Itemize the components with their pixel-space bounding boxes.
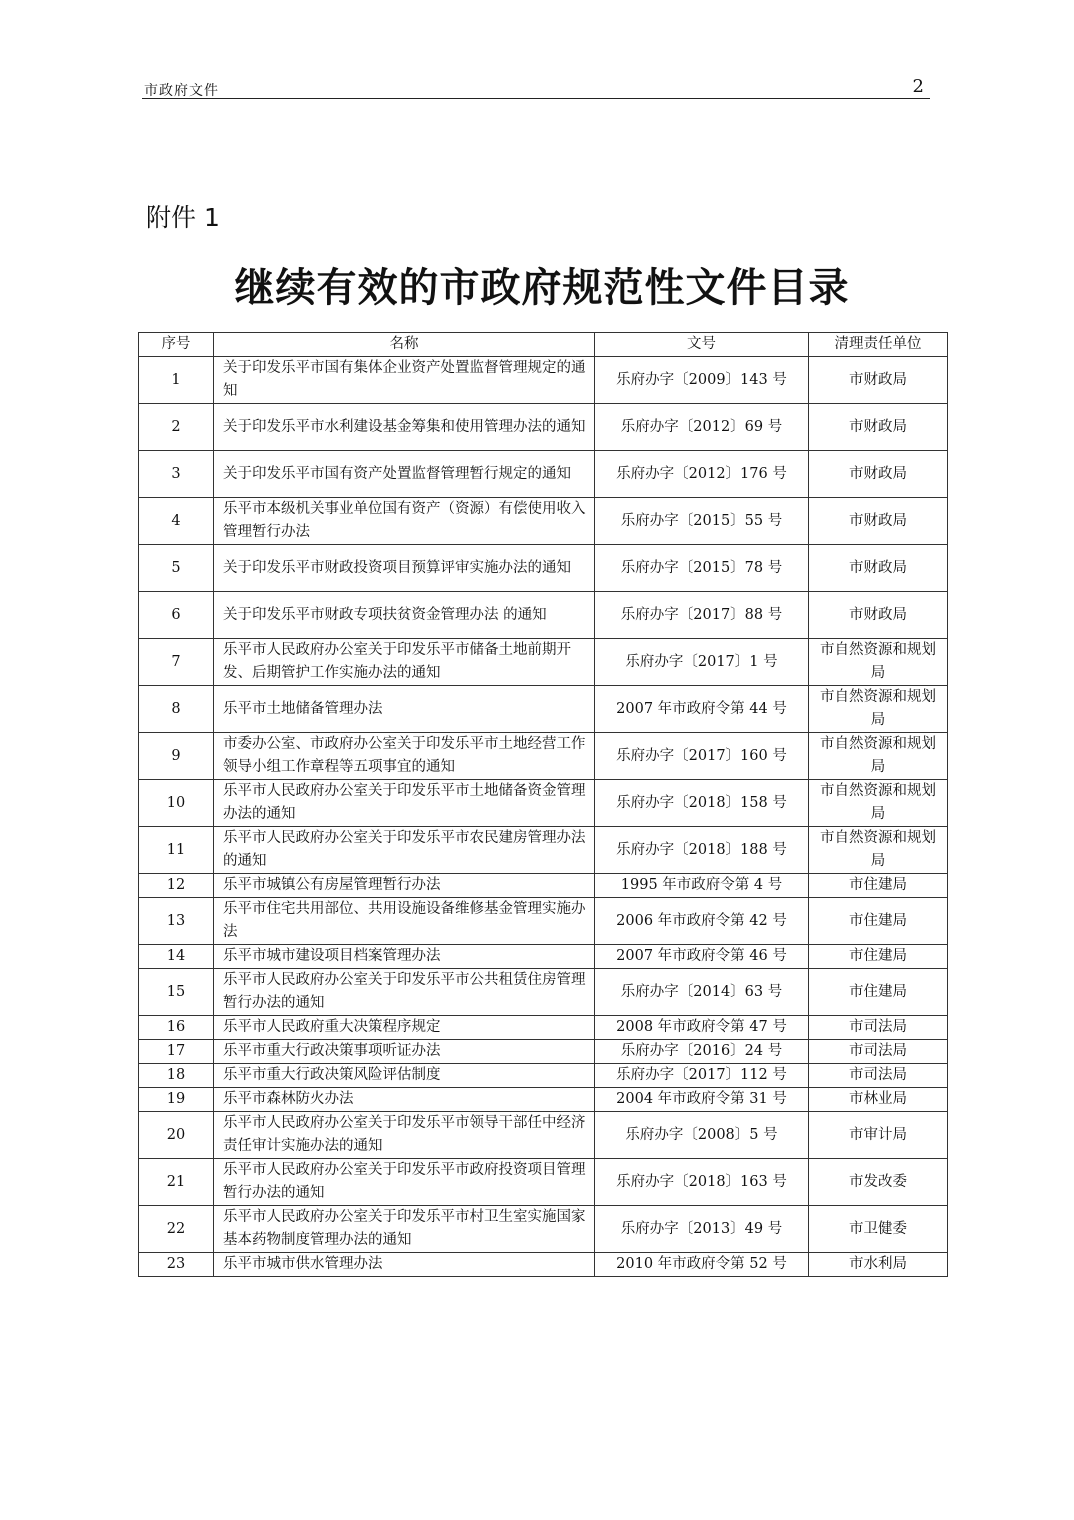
table-row [139, 1040, 948, 1064]
row-number: 12 [139, 874, 214, 898]
row-unit: 市财政局 [809, 498, 948, 545]
row-doc-number: 乐府办字〔2013〕49 号 [595, 1206, 809, 1253]
row-unit: 市财政局 [809, 357, 948, 404]
row-number: 19 [139, 1088, 214, 1112]
row-unit: 市水利局 [809, 1253, 948, 1277]
column-header-number: 序号 [139, 333, 214, 357]
row-name: 乐平市人民政府办公室关于印发乐平市公共租赁住房管理暂行办法的通知 [214, 969, 595, 1016]
page-header [142, 76, 930, 99]
row-name: 乐平市住宅共用部位、共用设施设备维修基金管理实施办法 [214, 898, 595, 945]
attachment-label: 附件 1 [146, 203, 220, 232]
row-unit: 市自然资源和规划局 [809, 780, 948, 827]
table-row [139, 1112, 948, 1159]
row-doc-number: 乐府办字〔2014〕63 号 [595, 969, 809, 1016]
row-doc-number: 乐府办字〔2017〕88 号 [595, 592, 809, 639]
row-name: 乐平市人民政府办公室关于印发乐平市政府投资项目管理暂行办法的通知 [214, 1159, 595, 1206]
table-row [139, 639, 948, 686]
row-number: 10 [139, 780, 214, 827]
table-row [139, 874, 948, 898]
table-row [139, 357, 948, 404]
row-number: 1 [139, 357, 214, 404]
row-name: 关于印发乐平市国有集体企业资产处置监督管理规定的通知 [214, 357, 595, 404]
row-unit: 市财政局 [809, 592, 948, 639]
table-row [139, 945, 948, 969]
row-number: 7 [139, 639, 214, 686]
row-unit: 市财政局 [809, 545, 948, 592]
table-row [139, 498, 948, 545]
row-name: 乐平市人民政府办公室关于印发乐平市土地储备资金管理办法的通知 [214, 780, 595, 827]
table-row [139, 545, 948, 592]
row-unit: 市卫健委 [809, 1206, 948, 1253]
column-header-unit: 清理责任单位 [809, 333, 948, 357]
row-doc-number: 乐府办字〔2012〕176 号 [595, 451, 809, 498]
row-doc-number: 乐府办字〔2018〕188 号 [595, 827, 809, 874]
row-number: 4 [139, 498, 214, 545]
row-unit: 市住建局 [809, 969, 948, 1016]
row-doc-number: 2006 年市政府令第 42 号 [595, 898, 809, 945]
row-name: 关于印发乐平市财政投资项目预算评审实施办法的通知 [214, 545, 595, 592]
document-table [138, 332, 948, 1277]
row-name: 乐平市重大行政决策风险评估制度 [214, 1064, 595, 1088]
row-name: 市委办公室、市政府办公室关于印发乐平市土地经营工作领导小组工作章程等五项事宜的通知 [214, 733, 595, 780]
table-row [139, 1159, 948, 1206]
row-doc-number: 乐府办字〔2009〕143 号 [595, 357, 809, 404]
row-number: 9 [139, 733, 214, 780]
row-number: 21 [139, 1159, 214, 1206]
row-unit: 市自然资源和规划局 [809, 686, 948, 733]
row-name: 乐平市城市建设项目档案管理办法 [214, 945, 595, 969]
row-number: 3 [139, 451, 214, 498]
row-number: 11 [139, 827, 214, 874]
row-doc-number: 乐府办字〔2018〕163 号 [595, 1159, 809, 1206]
row-number: 15 [139, 969, 214, 1016]
row-doc-number: 乐府办字〔2015〕78 号 [595, 545, 809, 592]
row-unit: 市发改委 [809, 1159, 948, 1206]
row-name: 乐平市城市供水管理办法 [214, 1253, 595, 1277]
row-name: 乐平市森林防火办法 [214, 1088, 595, 1112]
row-doc-number: 乐府办字〔2015〕55 号 [595, 498, 809, 545]
table-row [139, 733, 948, 780]
table-row [139, 1088, 948, 1112]
row-name: 关于印发乐平市水利建设基金筹集和使用管理办法的通知 [214, 404, 595, 451]
row-doc-number: 乐府办字〔2012〕69 号 [595, 404, 809, 451]
row-number: 18 [139, 1064, 214, 1088]
row-doc-number: 乐府办字〔2017〕160 号 [595, 733, 809, 780]
table-row [139, 686, 948, 733]
table-row [139, 969, 948, 1016]
table-row [139, 1253, 948, 1277]
row-name: 乐平市城镇公有房屋管理暂行办法 [214, 874, 595, 898]
header-doc-type: 市政府文件 [144, 83, 219, 99]
row-name: 乐平市人民政府办公室关于印发乐平市农民建房管理办法的通知 [214, 827, 595, 874]
table-row [139, 1064, 948, 1088]
row-number: 20 [139, 1112, 214, 1159]
table-row [139, 1206, 948, 1253]
row-doc-number: 2007 年市政府令第 44 号 [595, 686, 809, 733]
row-number: 13 [139, 898, 214, 945]
table-row [139, 780, 948, 827]
row-number: 14 [139, 945, 214, 969]
row-doc-number: 2008 年市政府令第 47 号 [595, 1016, 809, 1040]
row-number: 5 [139, 545, 214, 592]
table-row [139, 451, 948, 498]
table-row [139, 827, 948, 874]
row-unit: 市自然资源和规划局 [809, 639, 948, 686]
row-doc-number: 2010 年市政府令第 52 号 [595, 1253, 809, 1277]
row-name: 乐平市人民政府办公室关于印发乐平市储备土地前期开发、后期管护工作实施办法的通知 [214, 639, 595, 686]
row-name: 乐平市土地储备管理办法 [214, 686, 595, 733]
row-name: 乐平市人民政府办公室关于印发乐平市村卫生室实施国家基本药物制度管理办法的通知 [214, 1206, 595, 1253]
column-header-name: 名称 [214, 333, 595, 357]
row-unit: 市司法局 [809, 1016, 948, 1040]
row-unit: 市住建局 [809, 874, 948, 898]
row-number: 8 [139, 686, 214, 733]
row-name: 乐平市人民政府重大决策程序规定 [214, 1016, 595, 1040]
page-number: 2 [912, 76, 924, 97]
row-unit: 市司法局 [809, 1040, 948, 1064]
row-unit: 市司法局 [809, 1064, 948, 1088]
row-number: 6 [139, 592, 214, 639]
column-header-doc-number: 文号 [595, 333, 809, 357]
row-doc-number: 乐府办字〔2017〕112 号 [595, 1064, 809, 1088]
row-unit: 市住建局 [809, 898, 948, 945]
row-name: 关于印发乐平市财政专项扶贫资金管理办法 的通知 [214, 592, 595, 639]
table-row [139, 592, 948, 639]
row-doc-number: 乐府办字〔2018〕158 号 [595, 780, 809, 827]
table-row [139, 898, 948, 945]
row-number: 16 [139, 1016, 214, 1040]
row-number: 23 [139, 1253, 214, 1277]
row-number: 17 [139, 1040, 214, 1064]
row-name: 乐平市重大行政决策事项听证办法 [214, 1040, 595, 1064]
row-unit: 市林业局 [809, 1088, 948, 1112]
row-doc-number: 2007 年市政府令第 46 号 [595, 945, 809, 969]
row-doc-number: 2004 年市政府令第 31 号 [595, 1088, 809, 1112]
row-unit: 市审计局 [809, 1112, 948, 1159]
row-doc-number: 乐府办字〔2017〕1 号 [595, 639, 809, 686]
row-unit: 市住建局 [809, 945, 948, 969]
document-title: 继续有效的市政府规范性文件目录 [234, 264, 850, 311]
row-doc-number: 乐府办字〔2016〕24 号 [595, 1040, 809, 1064]
row-number: 22 [139, 1206, 214, 1253]
row-unit: 市财政局 [809, 451, 948, 498]
table-row [139, 1016, 948, 1040]
row-unit: 市自然资源和规划局 [809, 733, 948, 780]
row-name: 关于印发乐平市国有资产处置监督管理暂行规定的通知 [214, 451, 595, 498]
row-name: 乐平市本级机关事业单位国有资产（资源）有偿使用收入管理暂行办法 [214, 498, 595, 545]
row-unit: 市自然资源和规划局 [809, 827, 948, 874]
table-row [139, 404, 948, 451]
row-doc-number: 乐府办字〔2008〕5 号 [595, 1112, 809, 1159]
row-doc-number: 1995 年市政府令第 4 号 [595, 874, 809, 898]
row-unit: 市财政局 [809, 404, 948, 451]
row-number: 2 [139, 404, 214, 451]
row-name: 乐平市人民政府办公室关于印发乐平市领导干部任中经济责任审计实施办法的通知 [214, 1112, 595, 1159]
